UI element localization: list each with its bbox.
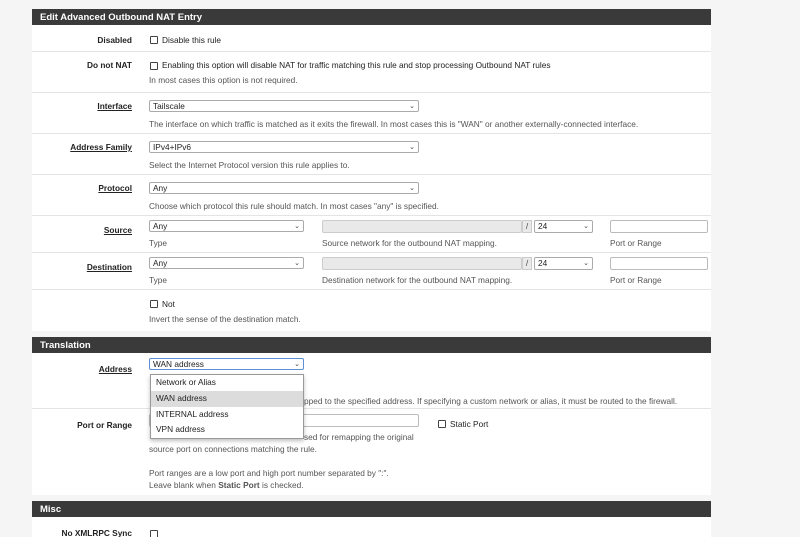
do-not-nat-label: Do not NAT [86, 60, 132, 70]
panel-body-translation [32, 353, 711, 495]
do-not-nat-checkbox-label: Enabling this option will disable NAT for traffic matching this rule and stop processing Outbound NAT rules [162, 60, 551, 70]
not-help: Invert the sense of the destination match. [149, 314, 301, 324]
row-disabled [32, 25, 711, 52]
address-label: Address [98, 364, 132, 374]
misc-title: Misc [40, 503, 62, 515]
source-mask-value: 24 [538, 221, 548, 231]
destination-network-input[interactable] [322, 257, 522, 270]
row-do-not-nat [32, 52, 711, 93]
translation-title: Translation [40, 339, 91, 351]
port-help-line4-prefix: Leave blank when [149, 480, 219, 490]
destination-type-select[interactable] [149, 257, 304, 269]
protocol-label: Protocol [98, 183, 132, 193]
chevron-down-icon: ⌄ [294, 260, 300, 267]
row-source [32, 216, 711, 253]
source-port-input[interactable] [610, 220, 708, 233]
source-label: Source [103, 225, 132, 235]
row-address [32, 353, 711, 409]
destination-type-value: Any [153, 258, 168, 268]
chevron-down-icon: ⌄ [294, 361, 300, 368]
panel-header-translation [32, 337, 711, 353]
chevron-down-icon: ⌄ [409, 144, 415, 151]
address-dropdown-list [150, 374, 304, 439]
chevron-down-icon: ⌄ [583, 223, 589, 230]
source-network-help: Source network for the outbound NAT mapping. [322, 238, 497, 248]
destination-network-help: Destination network for the outbound NAT mapping. [322, 275, 513, 285]
row-address-family [32, 134, 711, 175]
disabled-checkbox-label: Disable this rule [162, 35, 222, 45]
port-help-line2: source port on connections matching the rule. [149, 444, 317, 454]
destination-slash: / [522, 257, 532, 270]
panel-title: Edit Advanced Outbound NAT Entry [40, 11, 203, 23]
not-checkbox-label: Not [162, 299, 175, 309]
address-option-wan[interactable]: WAN address [151, 391, 303, 407]
address-option-internal[interactable]: INTERNAL address [156, 408, 229, 419]
destination-port-help: Port or Range [610, 275, 662, 285]
destination-type-help: Type [149, 275, 167, 285]
protocol-select-value: Any [153, 183, 168, 193]
disabled-checkbox[interactable] [150, 36, 158, 44]
not-checkbox[interactable] [150, 300, 158, 308]
source-type-select[interactable] [149, 220, 304, 232]
disabled-label: Disabled [97, 35, 132, 45]
source-type-help: Type [149, 238, 167, 248]
row-interface [32, 93, 711, 134]
chevron-down-icon: ⌄ [409, 103, 415, 110]
do-not-nat-checkbox[interactable] [150, 62, 158, 70]
source-network-input[interactable] [322, 220, 522, 233]
port-or-range-label: Port or Range [77, 420, 132, 430]
port-help-line3: Port ranges are a low port and high port number separated by ":". [149, 468, 389, 478]
address-help: pped to the specified address. If specifying a custom network or alias, it must be routed to the firewall. [304, 396, 678, 406]
no-xmlrpc-sync-label: No XMLRPC Sync [61, 528, 132, 537]
row-protocol [32, 175, 711, 216]
address-option-vpn[interactable]: VPN address [156, 424, 205, 435]
static-port-checkbox[interactable] [438, 420, 446, 428]
static-port-label: Static Port [450, 419, 489, 429]
address-family-help: Select the Internet Protocol version this rule applies to. [149, 160, 350, 170]
source-slash: / [522, 220, 532, 233]
chevron-down-icon: ⌄ [583, 260, 589, 267]
source-mask-select[interactable] [534, 220, 593, 233]
source-type-value: Any [153, 221, 168, 231]
interface-help: The interface on which traffic is matched as it exits the firewall. In most cases this is "WAN" or another externally-connected interface. [149, 119, 639, 129]
port-help-line1: sed for remapping the original [304, 432, 414, 442]
destination-mask-select[interactable] [534, 257, 593, 270]
interface-select[interactable] [149, 100, 419, 112]
interface-label: Interface [97, 101, 132, 111]
port-help-line4 [149, 480, 304, 490]
interface-select-value: Tailscale [153, 101, 185, 111]
no-xmlrpc-sync-checkbox[interactable] [150, 530, 158, 537]
row-port-or-range [32, 409, 711, 495]
address-option-network-alias[interactable]: Network or Alias [156, 377, 216, 387]
row-destination [32, 253, 711, 290]
destination-mask-value: 24 [538, 258, 548, 268]
panel-header-misc [32, 501, 711, 517]
panel-header-edit-nat [32, 9, 711, 25]
address-family-select[interactable] [149, 141, 419, 153]
address-select-value: WAN address [153, 359, 204, 369]
destination-label: Destination [86, 262, 132, 272]
port-help-line4-bold: Static Port [218, 480, 260, 490]
protocol-help: Choose which protocol this rule should match. In most cases "any" is specified. [149, 201, 439, 211]
panel-body-rule [32, 25, 711, 331]
protocol-select[interactable] [149, 182, 419, 194]
destination-port-input[interactable] [610, 257, 708, 270]
do-not-nat-help: In most cases this option is not required. [149, 75, 298, 85]
row-not [32, 290, 711, 331]
chevron-down-icon: ⌄ [409, 185, 415, 192]
address-family-label: Address Family [70, 142, 132, 152]
address-family-select-value: IPv4+IPv6 [153, 142, 192, 152]
panel-body-misc [32, 517, 711, 537]
address-select[interactable] [149, 358, 304, 370]
chevron-down-icon: ⌄ [294, 223, 300, 230]
source-port-help: Port or Range [610, 238, 662, 248]
port-help-line4-suffix: is checked. [259, 480, 304, 490]
